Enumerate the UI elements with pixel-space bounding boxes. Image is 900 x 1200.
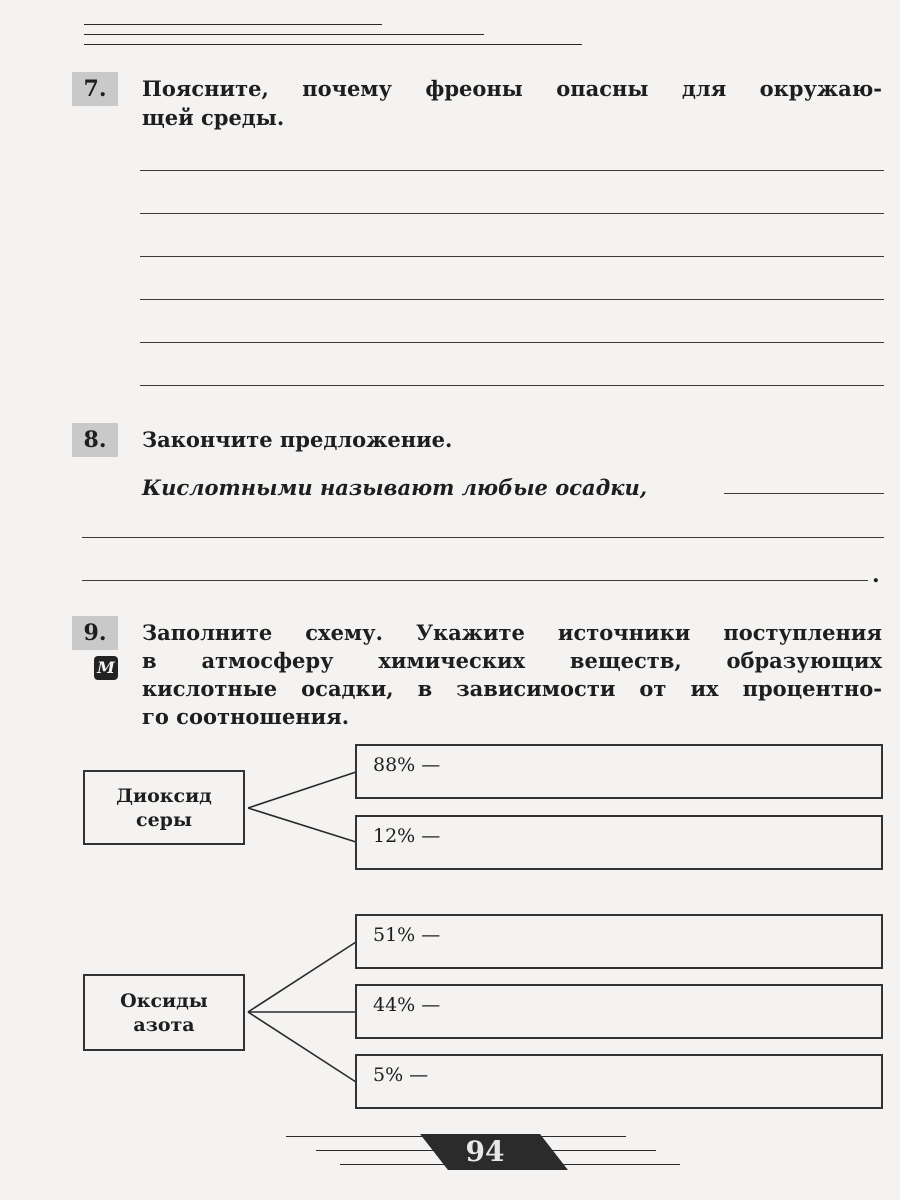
question-9-number: 9. [72,616,118,650]
page-number: 94 [465,1135,505,1168]
question-7-number: 7. [72,72,118,106]
question-9-text-line-4: го соотношения. [142,704,350,729]
question-8-number: 8. [72,423,118,457]
sulfur-dioxide-box: Диоксид серы [83,770,245,845]
nitrogen-oxides-box: Оксиды азота [83,974,245,1051]
question-8-sentence: Кислотными называют любые осадки, [142,475,648,500]
question-9-text-line-2: в атмосферу химических веществ, образующих [142,648,882,673]
percent-label: 51% — [373,924,441,946]
question-9-text-line-3: кислотные осадки, в зависимости от их процентно- [142,676,882,701]
percent-label: 12% — [373,825,441,847]
question-9-text-line-1: Заполните схему. Укажите источники поступления [142,620,882,645]
percent-label: 44% — [373,994,441,1016]
question-7-text-line-1: Поясните, почему фреоны опасны для окружаю- [142,76,882,101]
question-8-end-mark: . [872,562,880,588]
question-7-text-line-2: щей среды. [142,105,285,130]
percent-label: 88% — [373,754,441,776]
percent-label: 5% — [373,1064,429,1086]
m-icon: М [94,656,118,680]
question-8-title: Закончите предложение. [142,427,453,452]
